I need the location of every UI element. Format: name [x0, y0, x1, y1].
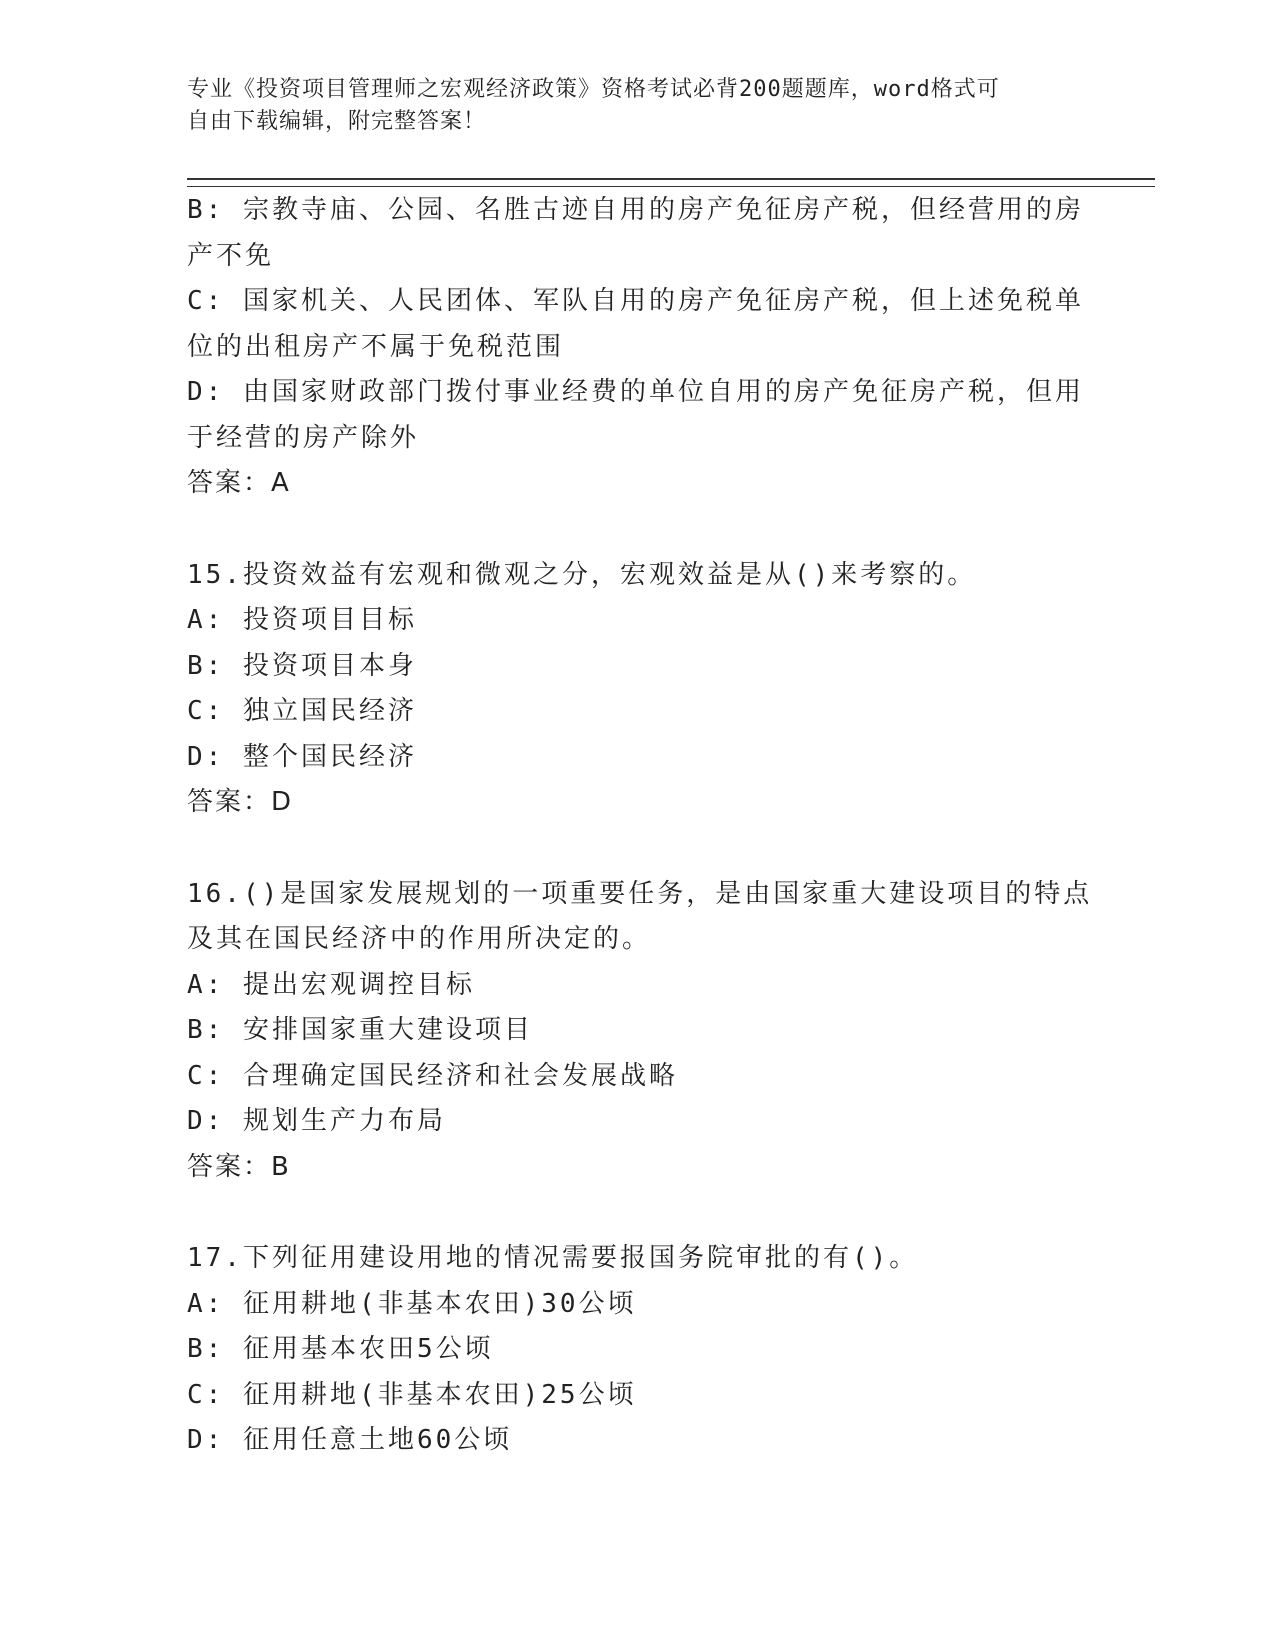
- option-b-line-2: 产不免: [187, 240, 275, 271]
- question-16: [187, 872, 1093, 1191]
- option-a: A: 征用耕地(非基本农田)30公顷: [187, 1288, 637, 1319]
- option-c-line-2: 位的出租房产不属于免税范围: [187, 331, 565, 362]
- option-a: A: 投资项目目标: [187, 605, 417, 635]
- option-c: C: 合理确定国民经济和社会发展战略: [187, 1060, 678, 1091]
- question-stem: 17.下列征用建设用地的情况需要报国务院审批的有()。: [187, 1243, 919, 1273]
- question-stem-line-1: 16.()是国家发展规划的一项重要任务，是由国家重大建设项目的特点: [187, 878, 1093, 909]
- document-header: [187, 74, 1067, 138]
- option-d-line-1: D: 由国家财政部门拨付事业经费的单位自用的房产免征房产税，但用: [187, 377, 1084, 407]
- header-divider: [187, 178, 1155, 187]
- question-17: [187, 1236, 1067, 1464]
- question-list: [187, 188, 1093, 1464]
- header-line-1: 专业《投资项目管理师之宏观经济政策》资格考试必背200题题库，word格式可: [187, 77, 1000, 102]
- header-line-2: 自由下载编辑，附完整答案！: [187, 109, 487, 134]
- spacer: [187, 507, 1067, 553]
- option-b: B: 安排国家重大建设项目: [187, 1015, 533, 1045]
- option-d: D: 征用任意土地60公顷: [187, 1425, 513, 1455]
- option-c-line-1: C: 国家机关、人民团体、军队自用的房产免征房产税，但上述免税单: [187, 286, 1084, 316]
- option-a: A: 提出宏观调控目标: [187, 969, 475, 1000]
- spacer: [187, 826, 1067, 872]
- option-c: C: 征用耕地(非基本农田)25公顷: [187, 1379, 637, 1410]
- option-b-line-1: B: 宗教寺庙、公园、名胜古迹自用的房产免征房产税，但经营用的房: [187, 195, 1084, 225]
- answer-label: 答案：D: [187, 787, 294, 817]
- option-d: D: 整个国民经济: [187, 741, 417, 772]
- option-c: C: 独立国民经济: [187, 696, 417, 726]
- question-15: [187, 553, 1067, 826]
- question-14-tail: [187, 188, 1084, 507]
- option-b: B: 征用基本农田5公顷: [187, 1334, 494, 1364]
- option-d: D: 规划生产力布局: [187, 1106, 446, 1136]
- answer-label: 答案：B: [187, 1151, 291, 1182]
- answer-label: 答案：A: [187, 468, 291, 498]
- option-d-line-2: 于经营的房产除外: [187, 422, 420, 453]
- option-b: B: 投资项目本身: [187, 650, 417, 681]
- question-stem-line-2: 及其在国民经济中的作用所决定的。: [187, 924, 652, 954]
- spacer: [187, 1190, 1067, 1236]
- question-stem: 15.投资效益有宏观和微观之分，宏观效益是从()来考察的。: [187, 559, 977, 590]
